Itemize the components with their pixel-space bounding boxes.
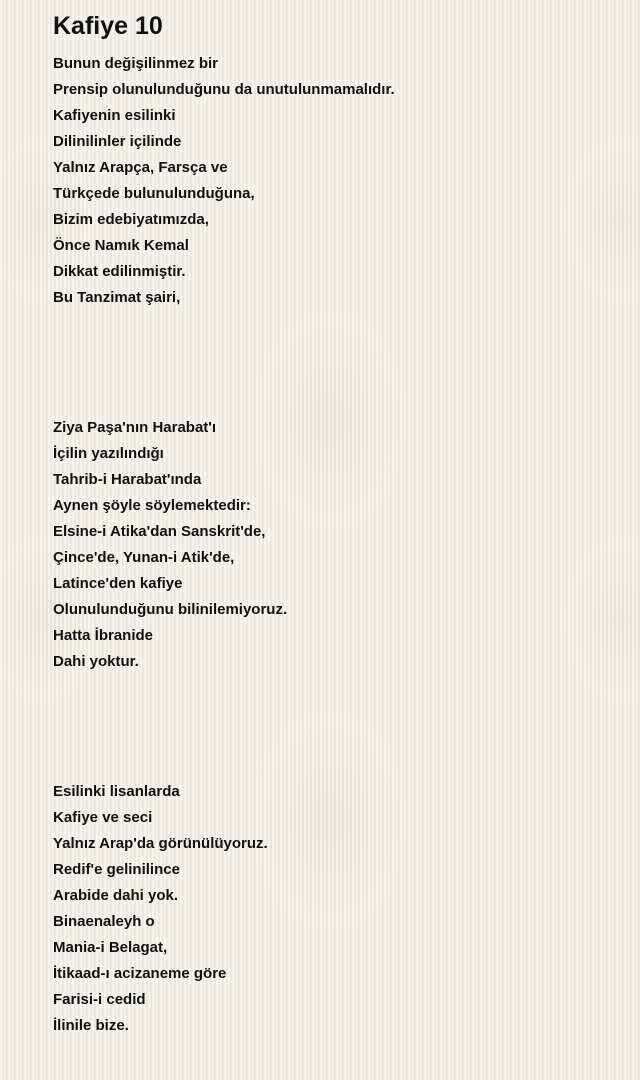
poem-line: Elsine-i Atika'dan Sanskrit'de,	[53, 523, 266, 540]
poem-line: Binaenaleyh o	[53, 913, 155, 930]
poem-line: İtikaad-ı acizaneme göre	[53, 965, 227, 982]
poem-line: Redif'e gelinilince	[53, 861, 180, 878]
poem-line: Aynen şöyle söylemektedir:	[53, 497, 251, 514]
poem-line: Olunulunduğunu bilinilemiyoruz.	[53, 601, 288, 618]
poem-line: Hatta İbranide	[53, 627, 154, 644]
poem-body	[53, 51, 623, 1039]
stanza-3	[53, 779, 623, 1039]
poem-line: İçilin yazılındığı	[53, 445, 164, 462]
stanza-1	[53, 51, 623, 311]
poem-line: Prensip olunulunduğunu da unutulunmamalıdır.	[53, 81, 395, 98]
poem-line: İlinile bize.	[53, 1017, 129, 1034]
poem-line: Bu Tanzimat şairi,	[53, 289, 181, 306]
poem-line: Esilinki lisanlarda	[53, 783, 180, 800]
poem-line: Farisi-i cedid	[53, 991, 146, 1008]
poem-line: Çince'de, Yunan-i Atik'de,	[53, 549, 235, 566]
poem-line: Kafiye ve seci	[53, 809, 153, 826]
poem-line: Yalnız Arap'da görünülüyoruz.	[53, 835, 268, 852]
poem-line: Dilinilinler içilinde	[53, 133, 182, 150]
poem-line: Tahrib-i Harabat'ında	[53, 471, 202, 488]
poem-title: Kafiye 10	[53, 12, 163, 40]
poem-line: Mania-i Belagat,	[53, 939, 168, 956]
poem-line: Bunun değişilinmez bir	[53, 55, 219, 72]
poem-line: Önce Namık Kemal	[53, 237, 189, 254]
poem-line: Dikkat edilinmiştir.	[53, 263, 186, 280]
poem-line: Türkçede bulunulunduğuna,	[53, 185, 255, 202]
poem-line: Arabide dahi yok.	[53, 887, 179, 904]
poem-line: Latince'den kafiye	[53, 575, 183, 592]
poem-line: Bizim edebiyatımızda,	[53, 211, 209, 228]
poem-container	[53, 10, 623, 1039]
poem-line: Kafiyenin esilinki	[53, 107, 176, 124]
stanza-2	[53, 415, 623, 675]
poem-line: Dahi yoktur.	[53, 653, 139, 670]
poem-line: Yalnız Arapça, Farsça ve	[53, 159, 228, 176]
poem-line: Ziya Paşa'nın Harabat'ı	[53, 419, 217, 436]
